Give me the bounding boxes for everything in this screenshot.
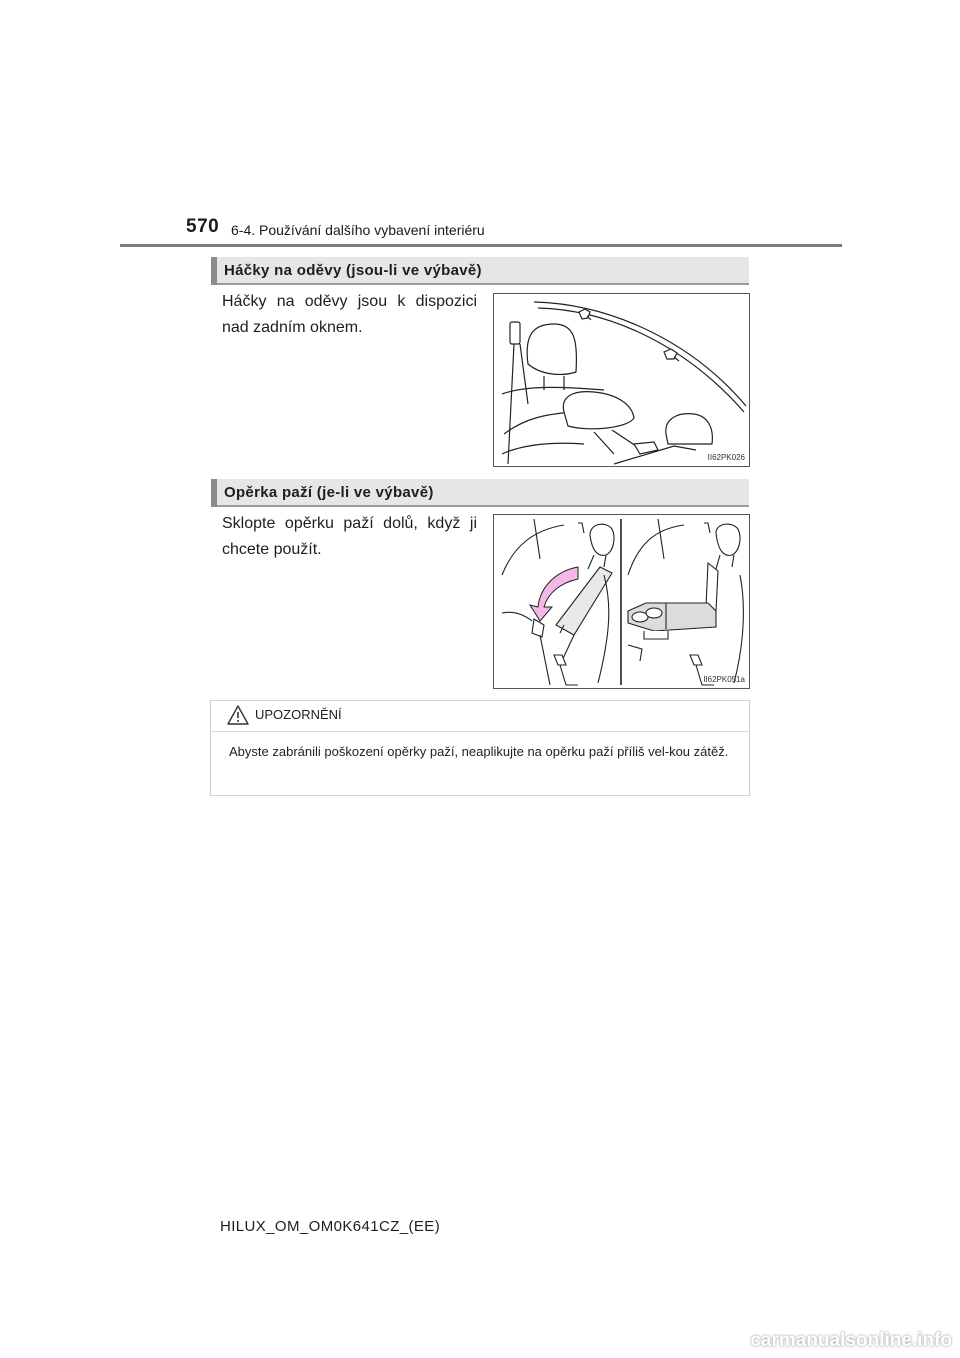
figure-armrest: [493, 514, 750, 689]
section-title: Háčky na oděvy (jsou-li ve výbavě): [224, 262, 482, 279]
section-accent: [211, 479, 217, 507]
section-accent: [211, 257, 217, 285]
section-text-clothes-hooks: Háčky na oděvy jsou k dispozici nad zadním oknem.: [222, 293, 477, 336]
page-number: 570: [186, 216, 220, 237]
watermark-site: carmanualsonline.info: [750, 1330, 952, 1351]
warning-triangle-icon: [227, 705, 249, 725]
caution-header: [211, 701, 749, 732]
footer-document-code: HILUX_OM_OM0K641CZ_(EE): [220, 1218, 441, 1235]
chapter-title: 6-4. Používání dalšího vybavení interiéru: [231, 222, 485, 238]
section-text-armrest: Sklopte opěrku paží dolů, když ji chcete použít.: [222, 515, 477, 558]
illustration-armrest-folding: [494, 515, 749, 688]
caution-text: Abyste zabránili poškození opěrky paží, neaplikujte na opěrku paží příliš vel-kou zátěž.: [229, 744, 729, 759]
section-title: Opěrka paží (je-li ve výbavě): [224, 484, 434, 501]
caution-title: UPOZORNĚNÍ: [255, 707, 342, 722]
header-rule: [120, 244, 842, 247]
section-title-bar-armrest: [211, 479, 749, 507]
illustration-rear-seats-hooks: [494, 294, 749, 466]
figure-clothes-hooks: [493, 293, 750, 467]
figure-code: II62PK026: [707, 453, 745, 462]
caution-box: [210, 700, 750, 796]
figure-code: II62PK051a: [703, 675, 745, 684]
section-title-bar-clothes-hooks: [211, 257, 749, 285]
